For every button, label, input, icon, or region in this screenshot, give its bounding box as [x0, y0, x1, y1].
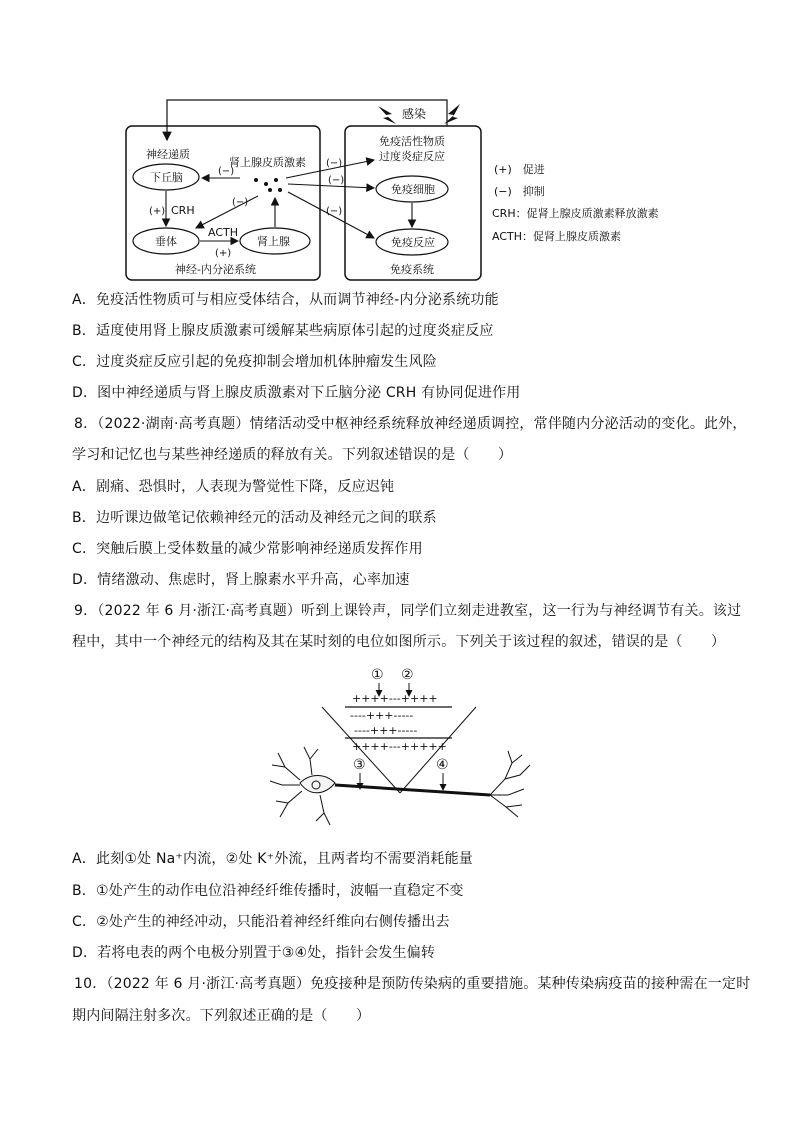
pituitary-label: 垂体: [155, 235, 177, 248]
q9-option-c: C．②处产生的神经冲动，只能沿着神经纤维向右侧传播出去: [72, 914, 450, 930]
q7-option-c: C．过度炎症反应引起的免疫抑制会增加机体肿瘤发生风险: [72, 354, 437, 370]
q9-option-a: A．此刻①处 Na⁺内流，②处 K⁺外流，且两者均不需要消耗能量: [72, 851, 473, 867]
charge-row-1: ++++---++++: [352, 692, 438, 705]
q9-option-b: B．①处产生的动作电位沿神经纤维传播时，波幅一直稳定不变: [72, 883, 464, 899]
legend-promote: (+) 促进: [494, 163, 545, 176]
q8-option-d: D．情绪激动、焦虑时，肾上腺素水平升高，心率加速: [72, 572, 410, 588]
svg-text:(−): (−): [232, 197, 249, 208]
svg-text:(−): (−): [326, 206, 343, 217]
marker-2: ②: [401, 667, 414, 683]
crh-label: CRH: [171, 204, 195, 217]
q9-stem-line1: 9．（2022 年 6 月·浙江·高考真题）听到上课铃声，同学们立刻走进教室，这一行为与神经调节有关。该过: [74, 603, 742, 619]
lightning-icon: [378, 106, 396, 124]
q7-option-a: A．免疫活性物质可与相应受体结合，从而调节神经-内分泌系统功能: [72, 292, 499, 308]
q10-stem-line1: 10．（2022 年 6 月·浙江·高考真题）免疫接种是预防传染病的重要措施。某种传染病疫苗的接种需在一定时: [74, 976, 751, 992]
svg-text:(−): (−): [218, 166, 235, 177]
q10-stem-line2: 期内间隔注射多次。下列叙述正确的是（ ）: [72, 1008, 371, 1024]
svg-text:(−): (−): [326, 158, 343, 169]
neuro-endocrine-label: 神经-内分泌系统: [175, 263, 256, 276]
charge-row-4: ++++---+++++: [352, 740, 447, 753]
marker-1: ①: [371, 667, 384, 683]
q8-option-b: B．边听课边做笔记依赖神经元的活动及神经元之间的联系: [72, 510, 437, 526]
immune-system-label: 免疫系统: [390, 263, 434, 276]
inflammation-label: 过度炎症反应: [379, 150, 445, 163]
immune-cell-label: 免疫细胞: [391, 183, 435, 196]
q9-option-d: D．若将电表的两个电极分别置于③④处，指针会发生偏转: [72, 945, 436, 961]
legend-acth: ACTH：促肾上腺皮质激素: [492, 230, 622, 243]
infection-label: 感染: [402, 107, 427, 121]
legend-inhibit: (−) 抑制: [494, 185, 545, 198]
charge-row-2: ----+++-----: [350, 709, 414, 722]
neuron-diagram: [0, 655, 794, 845]
q8-option-c: C．突触后膜上受体数量的减少常影响神经递质发挥作用: [72, 541, 423, 557]
charge-row-3: ----+++-----: [354, 724, 418, 737]
neurotransmitter-label: 神经递质: [146, 148, 190, 161]
q8-option-a: A．剧痛、恐惧时，人表现为警觉性下降，反应迟钝: [72, 479, 395, 495]
svg-text:(−): (−): [328, 175, 345, 186]
q7-option-d: D．图中神经递质与肾上腺皮质激素对下丘脑分泌 CRH 有协同促进作用: [72, 385, 521, 401]
immune-response-label: 免疫反应: [391, 236, 435, 249]
q8-stem-line1: 8．（2022·湖南·高考真题）情绪活动受中枢神经系统释放神经递质调控，常伴随内分泌活动的变化。此外，: [74, 416, 747, 432]
q7-option-b: B．适度使用肾上腺皮质激素可缓解某些病原体引起的过度炎症反应: [72, 323, 494, 339]
acth-plus: (+): [215, 248, 232, 259]
legend-crh: CRH：促肾上腺皮质激素释放激素: [492, 207, 659, 220]
immune-active-label: 免疫活性物质: [379, 135, 445, 148]
cortisol-label: 肾上腺皮质激素: [229, 156, 306, 169]
acth-label: ACTH: [208, 226, 239, 239]
adrenal-label: 肾上腺: [257, 235, 290, 248]
hypothalamus-label: 下丘脑: [150, 171, 183, 184]
marker-3: ③: [353, 757, 366, 773]
q9-stem-line2: 程中，其中一个神经元的结构及其在某时刻的电位如图所示。下列关于该过程的叙述，错误的是（ ）: [72, 634, 726, 650]
q8-stem-line2: 学习和记忆也与某些神经递质的释放有关。下列叙述错误的是（ ）: [72, 447, 513, 463]
marker-4: ④: [436, 757, 449, 773]
crh-plus: (+): [149, 206, 166, 217]
neuro-immune-diagram: [0, 0, 794, 290]
